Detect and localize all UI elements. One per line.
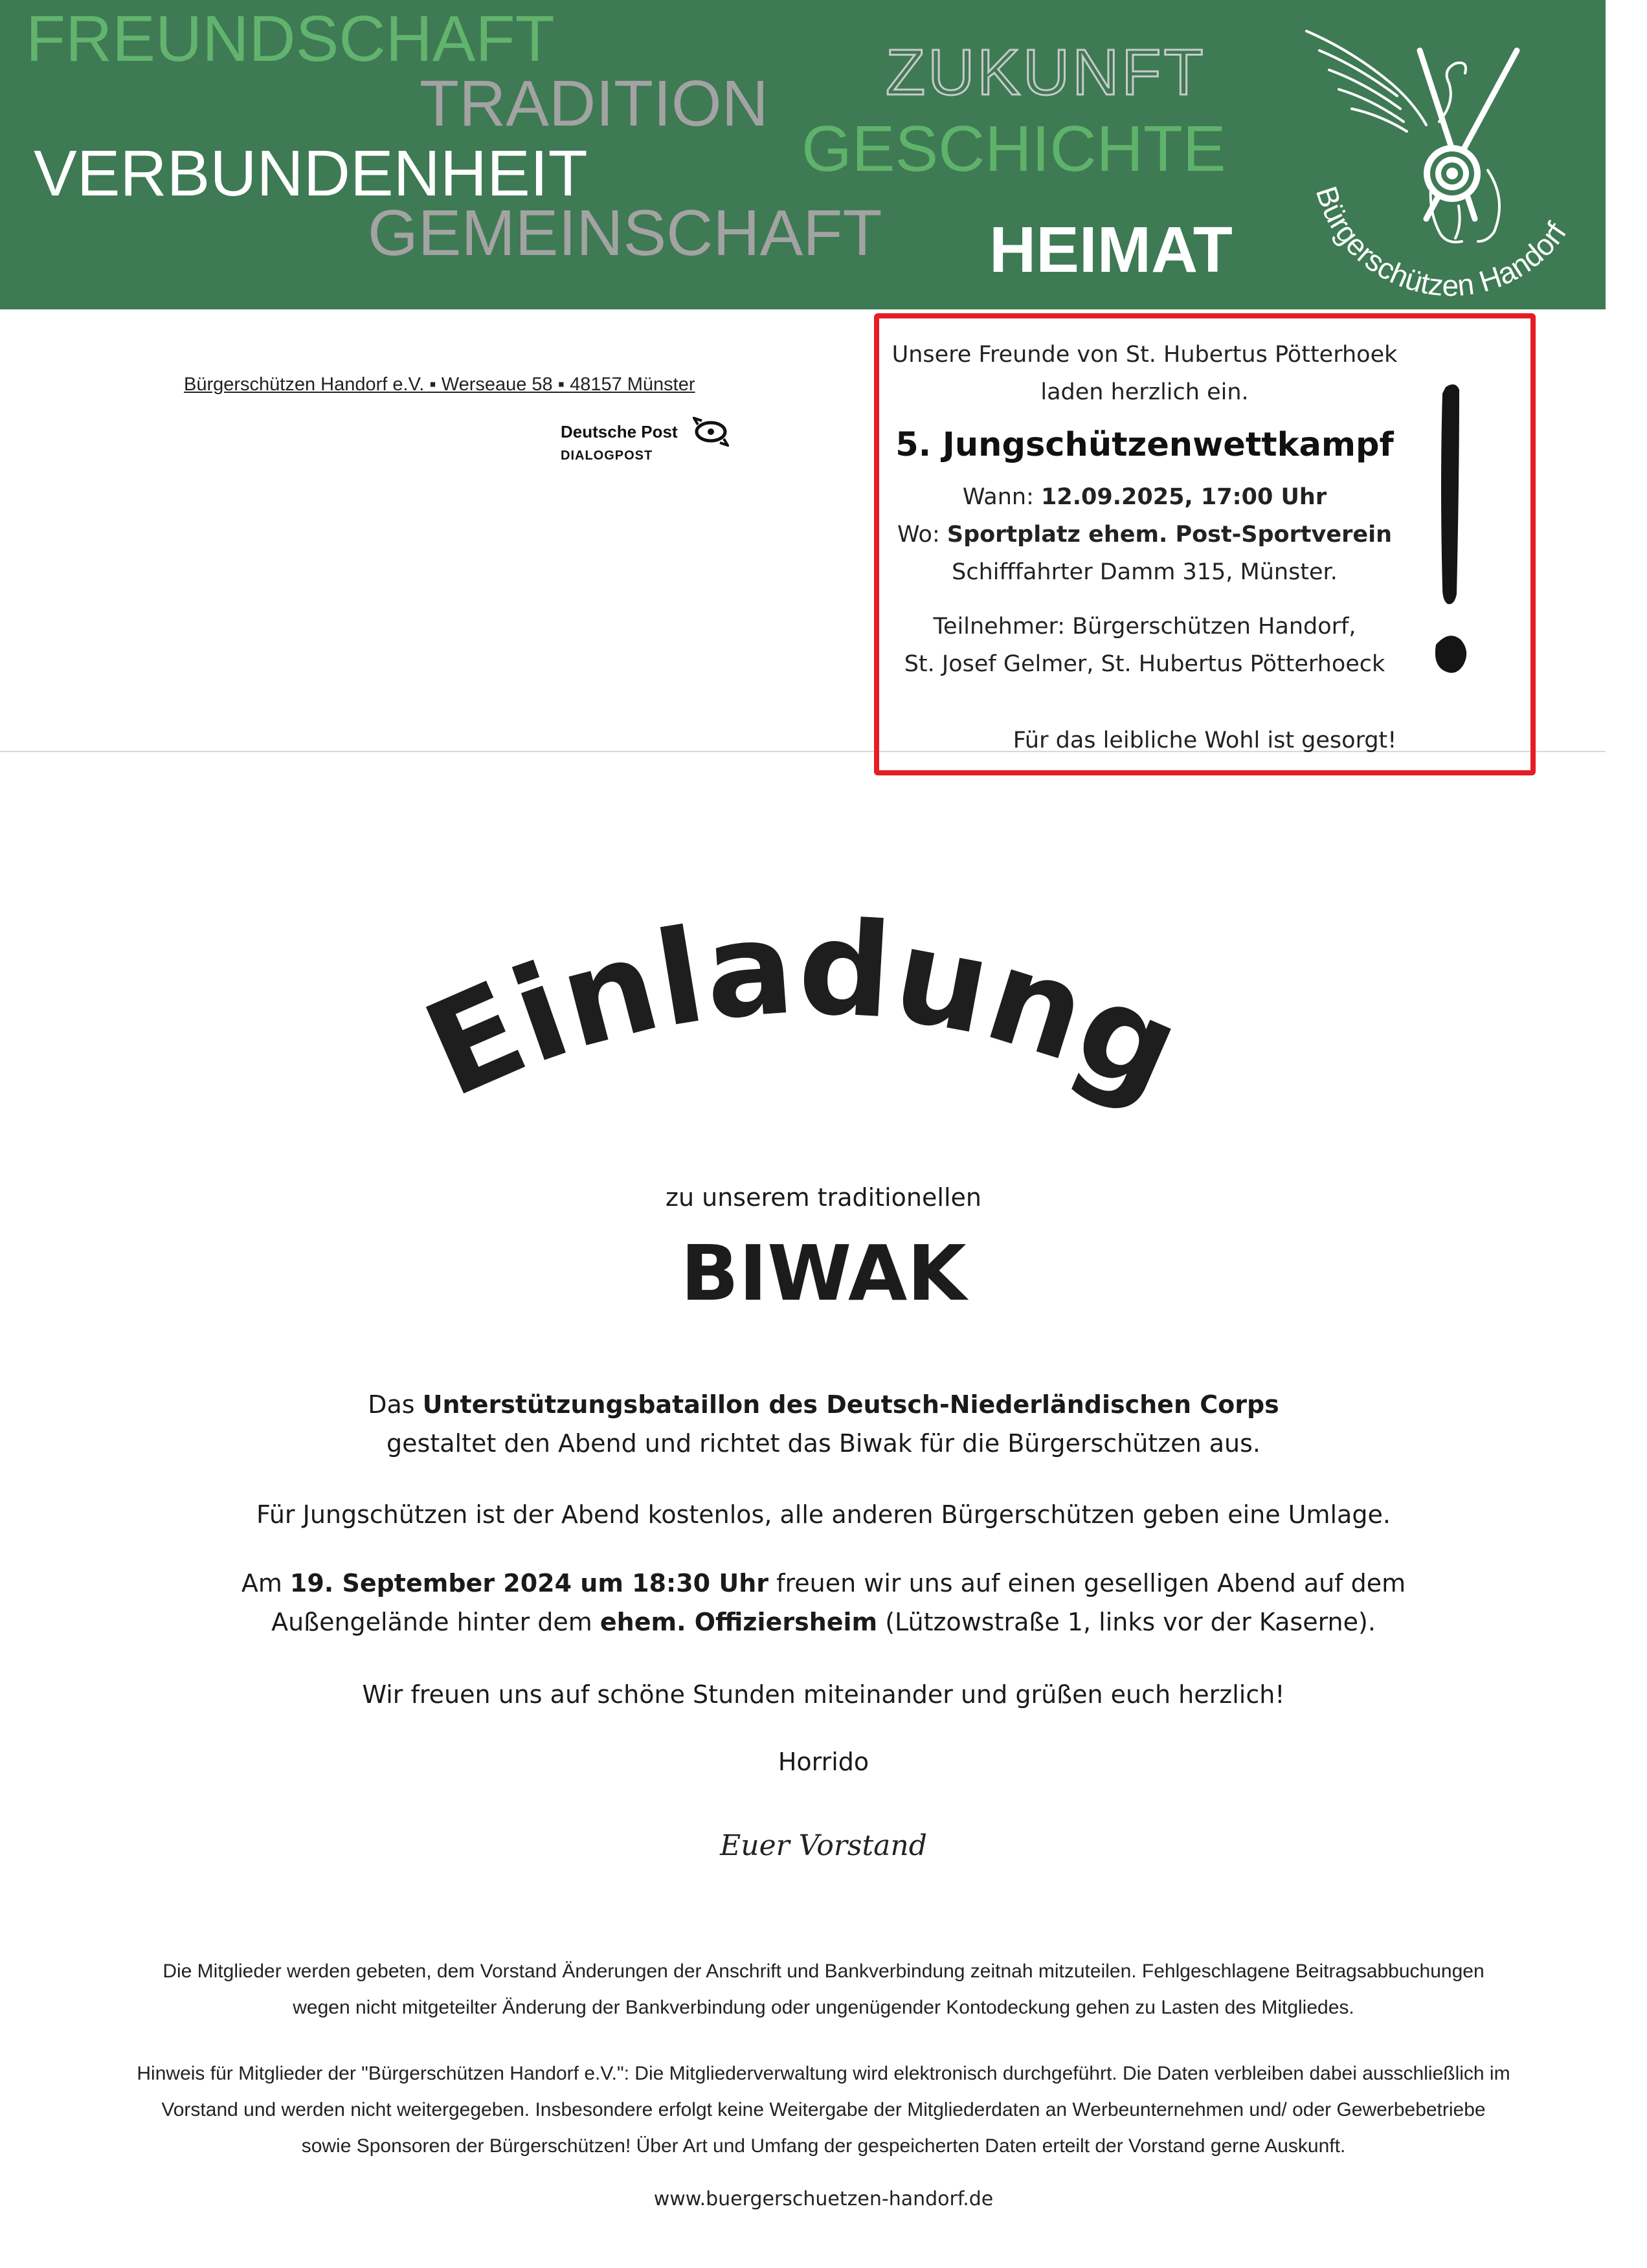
banner-word-zukunft: ZUKUNFT	[886, 36, 1206, 109]
paragraph-date-location	[0, 1564, 1647, 1641]
greeting-word: Horrido	[778, 1748, 869, 1776]
p3-location-prefix: Außengelände hinter dem	[271, 1608, 600, 1636]
footer-note2-line1: Hinweis für Mitglieder der "Bürgerschützen Handorf e.V.": Die Mitgliederverwaltung wird elektronisch durchgeführt. Die Daten verbleiben dabei ausschließlich im	[137, 2063, 1510, 2084]
footer-note2-line3: sowie Sponsoren der Bürgerschützen! Über Art und Umfang der gespeicherten Daten erteilt der Vorstand gerne Auskunft.	[301, 2135, 1346, 2157]
postage-name: Deutsche Post	[561, 422, 678, 441]
p3-location: ehem. Offiziersheim	[599, 1608, 878, 1636]
paragraph-cost: Für Jungschützen ist der Abend kostenlos, alle anderen Bürgerschützen geben eine Umlage.	[256, 1500, 1391, 1529]
notice-participants-2: St. Josef Gelmer, St. Hubertus Pötterhoeck	[904, 651, 1385, 677]
event-notice-box	[874, 313, 1536, 775]
banner-word-geschichte: GESCHICHTE	[801, 113, 1226, 185]
p1-rest: gestaltet den Abend und richtet das Biwak für die Bürgerschützen aus.	[387, 1429, 1260, 1458]
banner-word-gemeinschaft: GEMEINSCHAFT	[368, 197, 882, 269]
logo-circular-text: Bürgerschützen Handorf	[1309, 182, 1573, 302]
club-logo	[1294, 12, 1598, 303]
website-link[interactable]: www.buergerschuetzen-handorf.de	[653, 2188, 994, 2210]
signature: Euer Vorstand	[720, 1829, 927, 1862]
p1-unit: Unterstützungsbataillon des Deutsch-Niederländischen Corps	[422, 1390, 1279, 1419]
paragraph-greeting: Wir freuen uns auf schöne Stunden miteinander und grüßen euch herzlich!	[362, 1680, 1285, 1709]
p3-date: 19. September 2024 um 18:30 Uhr	[289, 1569, 768, 1597]
notice-when-label: Wann:	[962, 484, 1041, 510]
notice-closing: Für das leibliche Wohl ist gesorgt!	[1013, 728, 1397, 753]
footer-note1-line1: Die Mitglieder werden gebeten, dem Vorstand Änderungen der Anschrift und Bankverbindung zeitnah mitzuteilen. Fehlgeschlagene Beitragsabbuchungen	[162, 1961, 1485, 1982]
footer-privacy-note	[0, 2056, 1647, 2164]
notice-intro-1: Unsere Freunde von St. Hubertus Pötterhoek	[891, 342, 1398, 368]
notice-where-label: Wo:	[897, 522, 947, 548]
exclamation-mark-icon	[1417, 381, 1494, 685]
notice-address: Schifffahrter Damm 315, Münster.	[952, 559, 1338, 585]
paragraph-organizer	[0, 1385, 1647, 1463]
notice-where	[879, 522, 1410, 548]
banner-word-verbundenheit: VERBUNDENHEIT	[34, 137, 588, 210]
notice-when	[879, 484, 1410, 510]
header-banner	[0, 0, 1606, 309]
notice-title: 5. Jungschützenwettkampf	[895, 426, 1394, 464]
banner-word-tradition: TRADITION	[420, 67, 768, 140]
banner-word-heimat: HEIMAT	[989, 214, 1233, 286]
p3-prefix: Am	[241, 1569, 290, 1597]
target-icon	[1424, 145, 1481, 202]
footer-member-note	[0, 1953, 1647, 2026]
event-name: BIWAK	[680, 1228, 967, 1318]
intro-line: zu unserem traditionellen	[666, 1183, 981, 1212]
p3-text: freuen wir uns auf einen geselligen Abend auf dem	[768, 1569, 1406, 1597]
postage-type: DIALOGPOST	[561, 449, 653, 463]
notice-intro-2: laden herzlich ein.	[1040, 379, 1249, 405]
p3-location-detail: (Lützowstraße 1, links vor der Kaserne).	[877, 1608, 1376, 1636]
footer-note2-line2: Vorstand und werden nicht weitergegeben. Insbesondere erfolgt keine Weitergabe der Mitgliederdaten an Werbeunternehmen und/ oder Gewerbebetriebe	[161, 2099, 1486, 2120]
svg-text:Einladung: Einladung	[405, 892, 1201, 1127]
sender-address-line: Bürgerschützen Handorf e.V. ▪ Werseaue 58 ▪ 48157 Münster	[184, 374, 695, 395]
footer-note1-line2: wegen nicht mitgeteilter Änderung der Bankverbindung oder ungenügender Kontodeckung gehen zu Lasten des Mitgliedes.	[293, 1997, 1354, 2018]
headline-einladung	[337, 867, 1269, 1152]
post-horn-icon	[693, 417, 729, 447]
notice-where-value: Sportplatz ehem. Post-Sportverein	[947, 522, 1393, 548]
p1-prefix: Das	[368, 1390, 423, 1419]
banner-word-freundschaft: FREUNDSCHAFT	[26, 3, 555, 75]
notice-participants-1: Teilnehmer: Bürgerschützen Handorf,	[933, 614, 1356, 639]
postage-mark	[561, 422, 678, 463]
notice-when-value: 12.09.2025, 17:00 Uhr	[1041, 484, 1327, 510]
